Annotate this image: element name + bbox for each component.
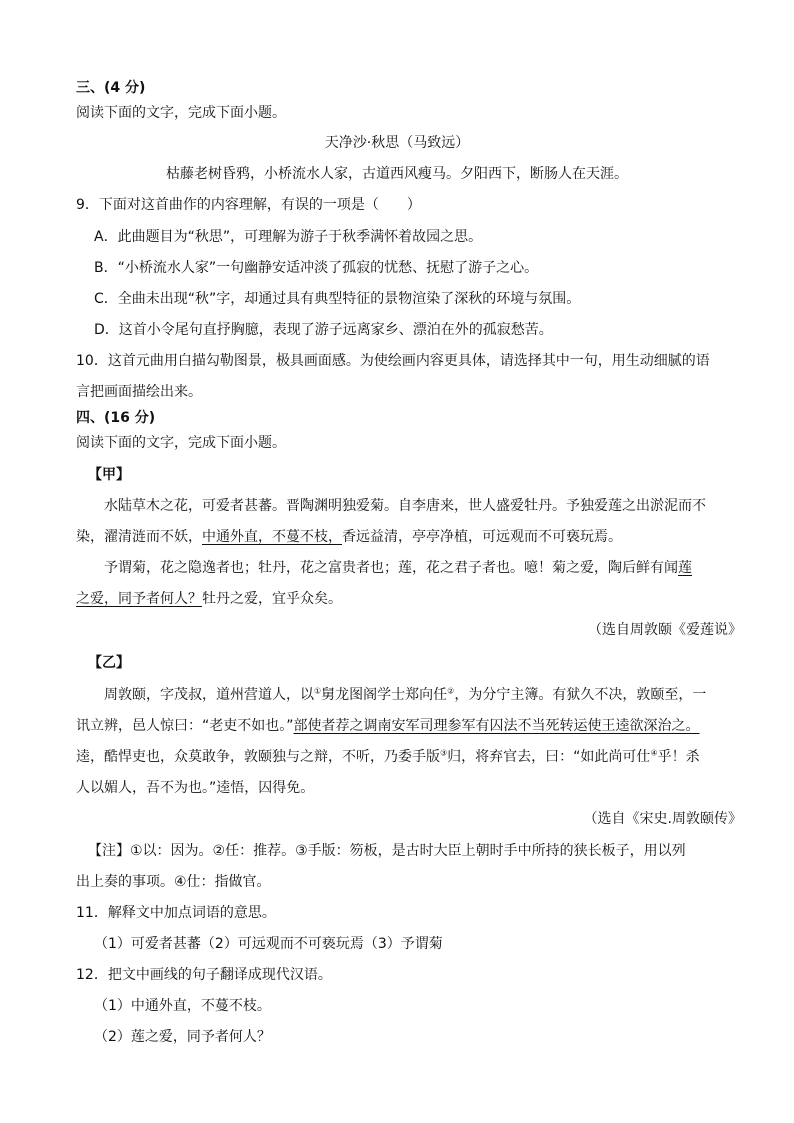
q9-option-b: B．“小桥流水人家”一句幽静安适冲淡了孤寂的忧愁、抚慰了游子之心。 [94,260,539,276]
underlined-sentence-2-end: 之爱，同予者何人？ [76,591,202,607]
poem-title: 天净沙·秋思（马致远） [324,135,470,151]
text-span: 归，将弃官去，曰：“如此尚可仕 [447,749,651,765]
jia-paragraph-1-line2 [76,527,622,547]
yi-line1 [104,685,706,705]
yi-source: （选自《宋史.周敦颐传》 [583,811,742,827]
yi-line2 [76,716,700,736]
jia-paragraph-1-line1: 水陆草木之花，可爱者甚蕃。晋陶渊明独爱菊。自李唐来，世人盛爱牡丹。予独爱莲之出淤泥而不 [104,498,706,514]
jia-paragraph-2-line1 [104,558,692,578]
note-marker-4: ④ [650,748,658,758]
question-12: 12．把文中画线的句子翻译成现代汉语。 [76,967,332,983]
text-span: 香远益清，亭亭净植，可远观而不可亵玩焉。 [342,529,622,545]
q9-option-c: C．全曲未出现“秋”字，却通过具有典型特征的景物渲染了深秋的环境与氛围。 [94,291,581,307]
jia-label: 【甲】 [88,467,130,483]
q12-item-1: （1）中通外直，不蔓不枝。 [94,998,271,1014]
note-marker-3: ③ [440,748,448,758]
underlined-sentence-1: 中通外直，不蔓不枝， [202,529,342,545]
section-4-heading: 四、(16 分) [76,410,156,426]
underlined-sentence-3: 部使者荐之调南安军司理参军有囚法不当死转运使王逵欲深治之。 [293,718,700,734]
text-span: 予谓菊，花之隐逸者也；牡丹，花之富贵者也；莲，花之君子者也。噫！菊之爱，陶后鲜有闻 [104,560,678,576]
section-3-heading: 三、(4 分) [76,80,146,96]
text-span: 讯立辨，邑人惊曰：“老吏不如也。” [76,718,294,734]
note-marker-1: ① [314,686,322,696]
note-marker-2: ② [447,686,455,696]
text-span: ，为分宁主簿。有狱久不决，敦颐至，一 [454,687,707,703]
q11-items: （1）可爱者甚蕃（2）可远观而不可亵玩焉（3）予谓菊 [94,936,443,952]
question-10-line2: 言把画面描绘出来。 [76,384,202,400]
notes-line1: 【注】①以：因为。②任：推荐。③手版：笏板，是古时大臣上朝时手中所持的狭长板子，用以列 [88,843,686,859]
jia-source: （选自周敦颐《爱莲说》 [588,622,742,638]
jia-paragraph-2-line2 [76,589,342,609]
question-9: 9．下面对这首曲作的内容理解，有误的一项是（ ） [76,197,421,213]
text-span: 染，濯清涟而不妖， [76,529,202,545]
underlined-sentence-2-start: 莲 [678,560,692,576]
text-span: 牡丹之爱，宜乎众矣。 [202,591,342,607]
q9-option-a: A．此曲题目为“秋思”，可理解为游子于秋季满怀着故园之思。 [94,229,483,245]
yi-line3 [76,747,700,767]
question-10-line1: 10．这首元曲用白描勾勒图景，极具画面感。为使绘画内容更具体，请选择其中一句，用生动细腻的语 [76,353,710,369]
q9-option-d: D．这首小令尾句直抒胸臆，表现了游子远离家乡、漂泊在外的孤寂愁苦。 [94,322,553,338]
yi-line4: 人以媚人，吾不为也。”逵悟，囚得免。 [76,780,315,796]
section-3-instruction: 阅读下面的文字，完成下面小题。 [76,105,286,121]
poem-text: 枯藤老树昏鸦，小桥流水人家，古道西风瘦马。夕阳西下，断肠人在天涯。 [166,166,628,182]
text-span: 舅龙图阁学士郑向任 [321,687,448,703]
text-span: 乎！杀 [657,749,700,765]
text-span: 周敦颐，字茂叔，道州营道人，以 [104,687,314,703]
yi-label: 【乙】 [88,655,130,671]
text-span: 逵，酷悍吏也，众莫敢争，敦颐独与之辩，不听，乃委手版 [76,749,440,765]
question-11: 11．解释文中加点词语的意思。 [76,905,276,921]
q12-item-2: （2）莲之爱，同予者何人？ [94,1029,271,1045]
section-4-instruction: 阅读下面的文字，完成下面小题。 [76,435,286,451]
notes-line2: 出上奏的事项。④仕：指做官。 [76,874,271,890]
